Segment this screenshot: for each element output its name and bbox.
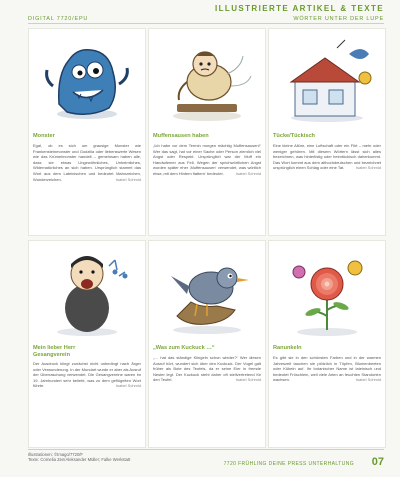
article-title: Muffensausen haben bbox=[153, 133, 209, 139]
article-card-gesangverein[interactable] bbox=[28, 240, 146, 448]
article-body bbox=[153, 355, 261, 443]
article-text: „… hat das ständige Klingeln schon wieder?“ Wer diesen Ausruf hört, wundert sich über den Kuckuck. Der Vogel galt früher als Bote des Teufels, da er seine Eier in fremde Nester legt. Der Kuckuck steht daher oft stellvertretend für den Teufel. bbox=[153, 355, 261, 383]
article-card-monster[interactable] bbox=[28, 28, 146, 236]
article-card-ranunkeln[interactable] bbox=[268, 240, 386, 448]
article-title: „Was zum Kuckuck …“ bbox=[153, 345, 215, 351]
tuecke-illustration bbox=[269, 29, 385, 131]
article-title: Ranunkeln bbox=[273, 345, 302, 351]
article-signature: Isabel Schmid bbox=[235, 170, 261, 176]
header-right-label: WÖRTER UNTER DER LUPE bbox=[293, 16, 384, 22]
article-signature: Isabel Schmid bbox=[235, 377, 261, 383]
kuckuck-illustration bbox=[149, 241, 265, 343]
page-header bbox=[0, 0, 400, 24]
gesangverein-illustration bbox=[29, 241, 145, 343]
ranunkeln-illustration bbox=[269, 241, 385, 343]
footer-note: Illustrationen: ©Imago/7720/F bbox=[28, 452, 83, 457]
article-signature: Isabel Schmid bbox=[355, 377, 381, 383]
article-title: Monster bbox=[33, 133, 55, 139]
article-text: Der Ausdruck klingt zunächst nicht unbedingt nach Ärger oder Verwunderung. In der Mundart wurde er aber als Ausruf der Überraschung verwendet. Die Gesangvereine waren im 19. Jahrhundert sehr beliebt, was zu dem geflügelten Wort führte. bbox=[33, 361, 141, 389]
footer-credit: 7720 FRÜHLING DEINE PRESS UNTERHALTUNG bbox=[223, 461, 354, 467]
article-text: Es gibt sie in den schönsten Farben und in der warmen Jahreszeit tauchen sie plötzlich in Töpfen, Blumenbeeten oder Kübeln auf. Ihr botanischer Name ist lateinisch und bedeutet Fröschlein, weil viele Arten an feuchten Standorten wachsen. bbox=[273, 355, 381, 383]
footer-divider bbox=[28, 449, 384, 450]
header-divider bbox=[28, 23, 384, 24]
page-number: 07 bbox=[371, 456, 384, 468]
article-card-tuecke[interactable] bbox=[268, 28, 386, 236]
header-left-label: DIGITAL 7720/EPU bbox=[28, 16, 89, 22]
article-card-kuckuck[interactable] bbox=[148, 240, 266, 448]
article-body bbox=[33, 361, 141, 443]
article-signature: Isabel Schmid bbox=[355, 165, 381, 171]
page-footer bbox=[28, 452, 384, 472]
footer-notes bbox=[28, 452, 130, 462]
article-text: Egal, ob es sich um grausige Monster wie Frankensteinmonster und Godzilla oder liebenswerte Wesen wie das Krümelmonster handelt – gemeinsam haben alle, dass sie etwas Ungewöhnliches, Unheimliches, Widernatürliches an sich haben. Ursprünglich stammt das Wort aus dem Lateinischen und bedeutet Mahnzeichen, Wunderzeichen. bbox=[33, 143, 141, 182]
article-title: Tücke/Tückisch bbox=[273, 133, 315, 139]
article-body bbox=[153, 143, 261, 231]
section-kicker: ILLUSTRIERTE ARTIKEL & TEXTE bbox=[215, 4, 384, 13]
article-text: Eine kleine Allüre, eine Luftschaft oder ein Flirt – mehr oder weniger gehören. Mit diesem Wörtern lässt sich alles bezeichnen, was hinterlistig oder heimtückisch daherkommt. Das Wort kommt aus dem althochdeutschen und bezeichnet ursprünglich einen Schlag oder eine Tat. bbox=[273, 143, 381, 171]
muffensausen-illustration bbox=[149, 29, 265, 131]
article-signature: Isabel Schmid bbox=[115, 176, 141, 182]
article-text: „Ich habe vor dem Termin morgen mächtig Muffensausen!“ Wer das sagt, hat vor einer Sache oder Person ziemlich viel Angst oder Respekt. Ursprünglich war der Muff ein Handwärmer aus Fell. Wegen der sprichwörtlichen Angst wurden später eher ‚Muffensausen‘ verwendet, was wörtlich etwa ‚mit dem Hintern flattern‘ bedeutet. bbox=[153, 143, 261, 176]
article-body bbox=[33, 143, 141, 231]
article-body bbox=[273, 355, 381, 443]
footer-note: Texte: Cornelia Zen/Aleksander Müller; Falke Werkstatt bbox=[28, 457, 131, 463]
monster-illustration bbox=[29, 29, 145, 131]
article-body bbox=[273, 143, 381, 231]
article-title: Mein lieber Herr Gesangverein bbox=[33, 345, 76, 358]
article-card-muffensausen[interactable] bbox=[148, 28, 266, 236]
article-signature: Isabel Schmid bbox=[115, 383, 141, 389]
